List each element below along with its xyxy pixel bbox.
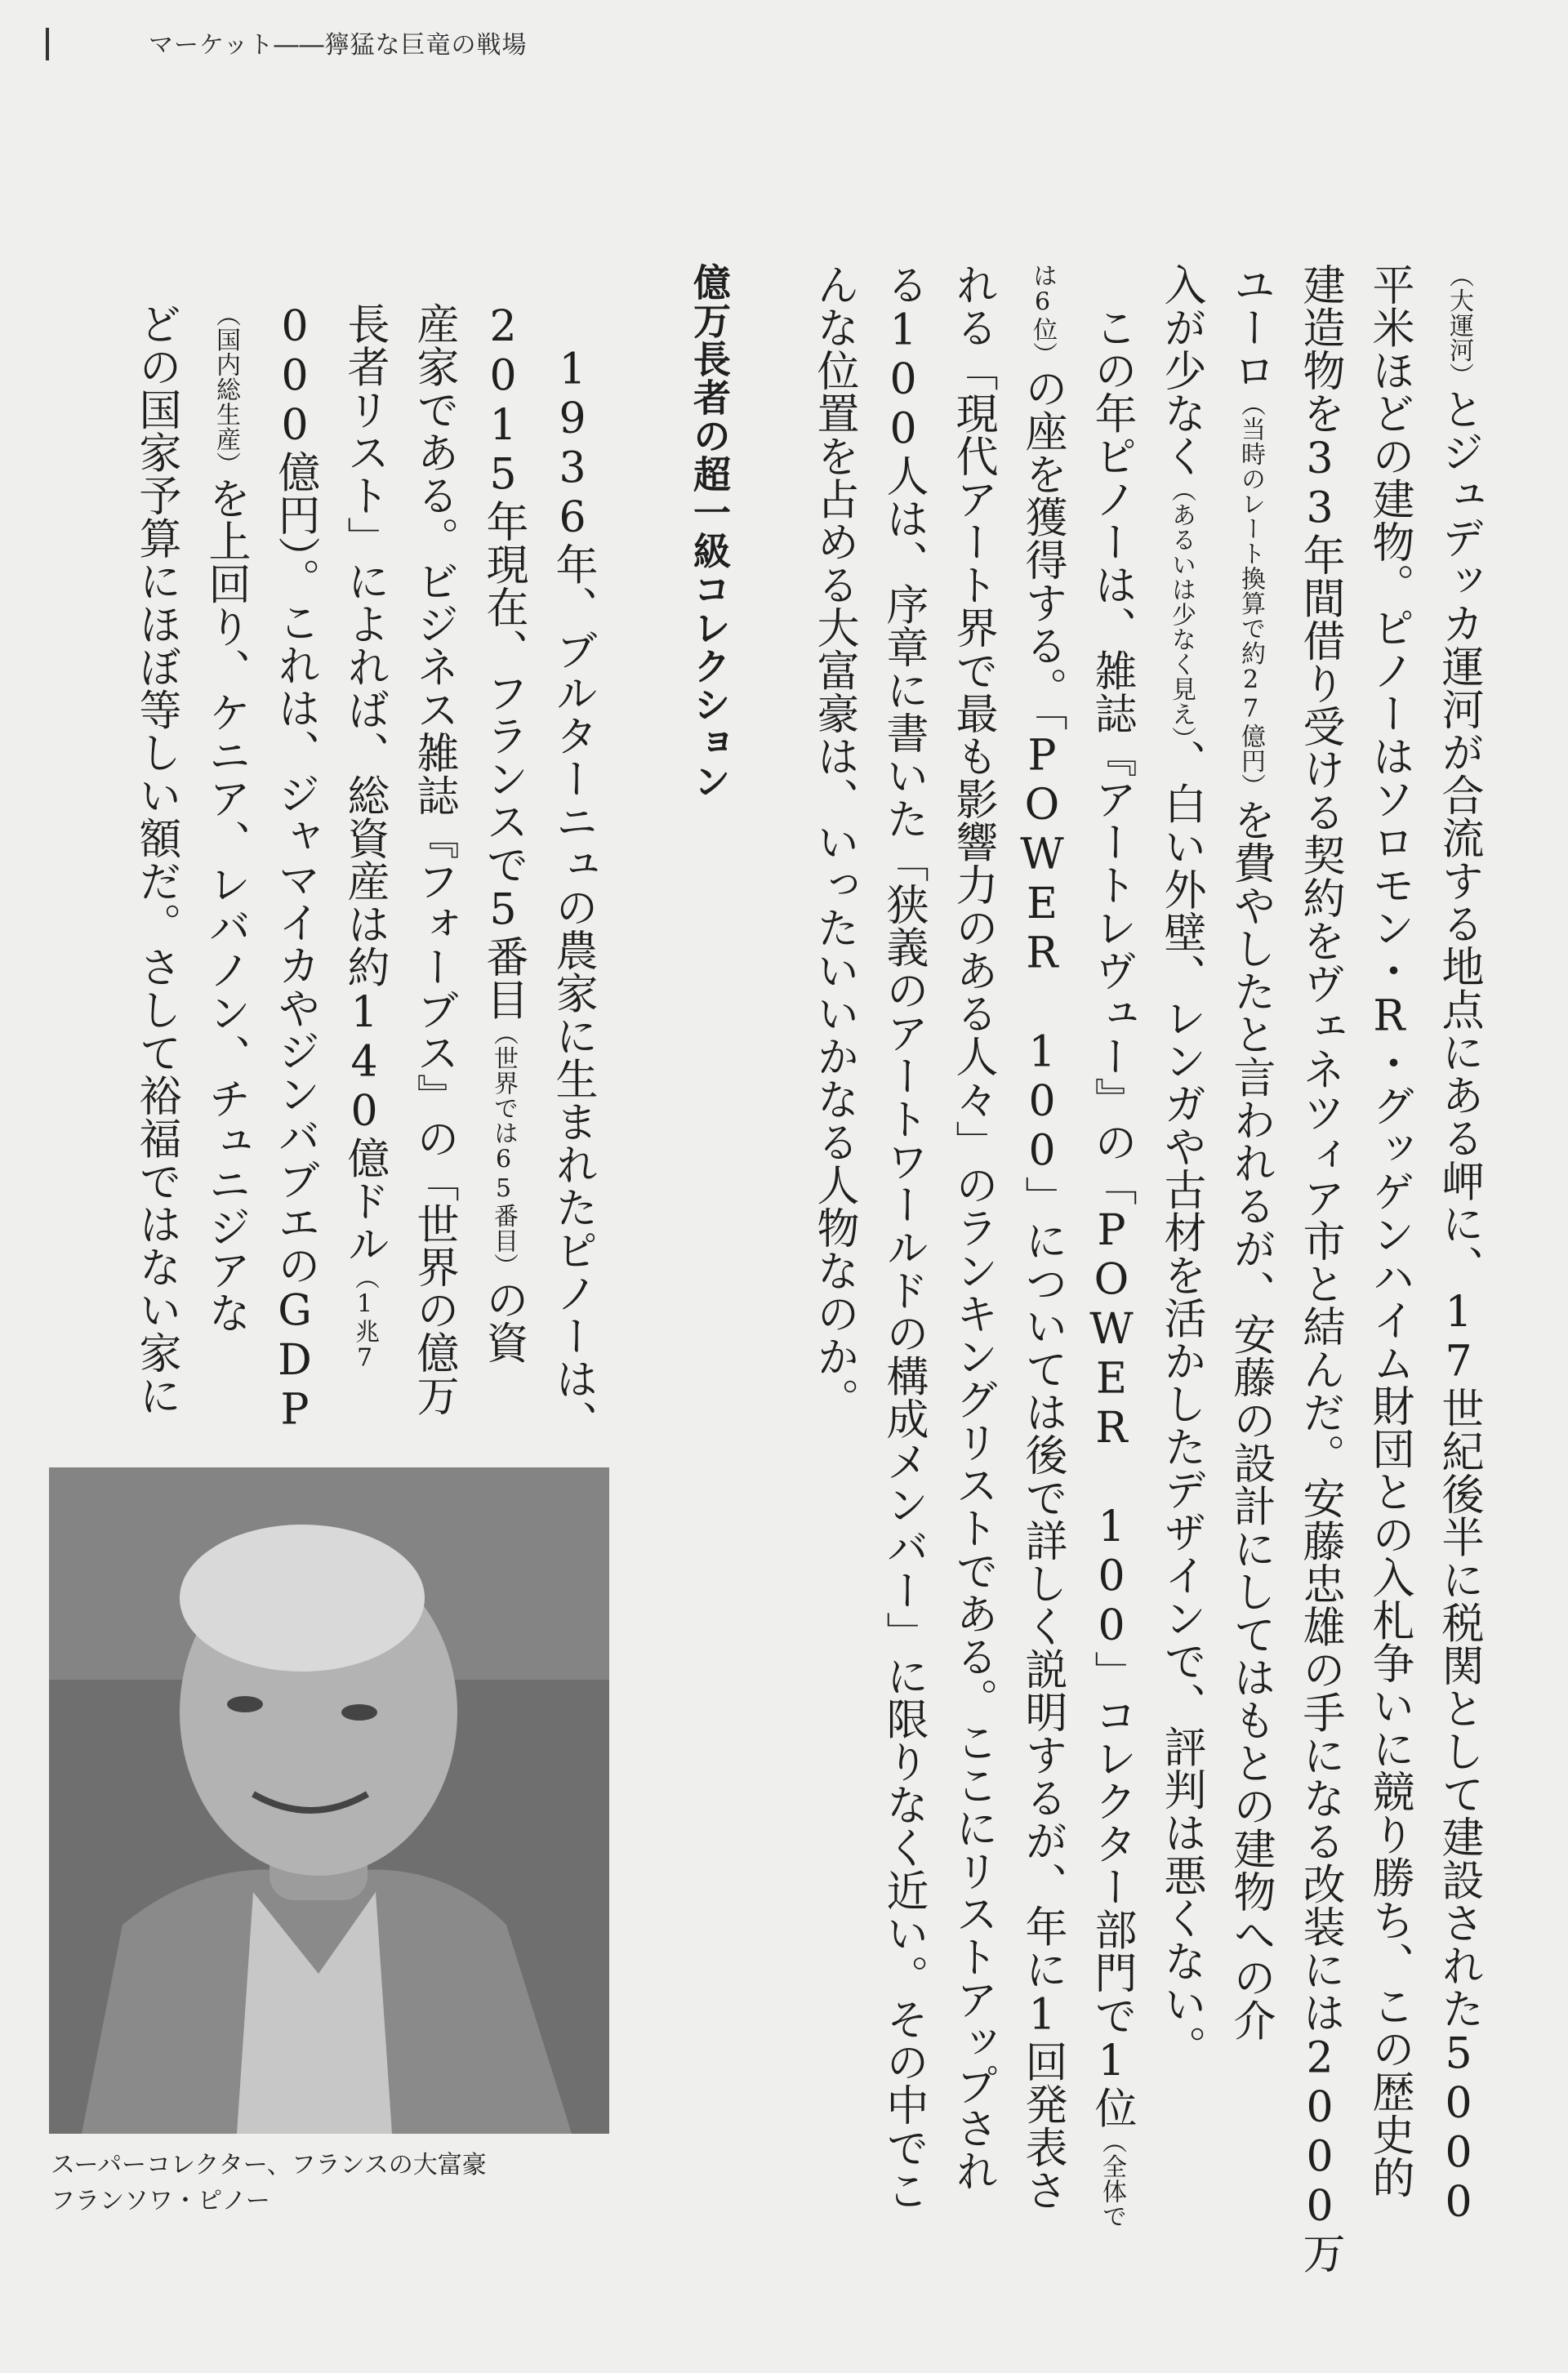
left-column-2-text: 2015年現在、フランスで5番目 <box>479 302 528 1021</box>
left-column-6-text: を上回り、ケニア、レバノン、チュニジアな <box>201 476 250 1334</box>
left-column-7-text: どの国家予算にほぼ等しい額だ。さして裕福ではない家に <box>131 302 180 1417</box>
right-column-1-pre: （大運河） <box>1445 263 1473 388</box>
right-column-5-text: 、白い外壁、レンガや古材を活かしたデザインで、評判は悪くない。 <box>1156 739 1205 2068</box>
caption-line-2: フランソワ・ピノー <box>51 2187 270 2215</box>
right-column-7-text: の座を獲得する。「POWER 100」については後で詳しく説明するが、年に1回発表さ <box>1018 367 1067 2211</box>
left-column-4-small: （1兆7 <box>350 1265 379 1373</box>
left-column-1 <box>548 302 597 1443</box>
left-column-2 <box>479 302 528 1364</box>
right-column-4-text: を費やしたと言われるが、安藤の設計にしてはもとの建物への介 <box>1226 798 1275 2041</box>
running-head <box>0 0 621 90</box>
left-column-4 <box>340 302 389 1373</box>
running-title: マーケット――獰猛な巨竜の戦場 <box>149 31 528 60</box>
right-column-8-text: れる「現代アート界で最も影響力のある人々」のランキングリストである。ここにリストアップされ <box>948 263 997 2193</box>
right-column-4-pre: ユーロ <box>1226 263 1275 392</box>
left-column-3 <box>409 302 458 1417</box>
right-column-2-text: 平米ほどの建物。ピノーはソロモン・R・グッゲンハイム財団との入札争いに競り勝ち、この歴史的 <box>1365 263 1414 2199</box>
right-column-3 <box>1295 263 1344 2274</box>
right-column-3-text: 建造物を33年間借り受ける契約をヴェネツィア市と結んだ。安藤忠雄の手になる改装には2000万 <box>1295 263 1344 2274</box>
right-column-5-small: （あるいは少なく見え） <box>1167 477 1196 739</box>
left-column-6-small: （国内総生産） <box>212 302 240 477</box>
right-column-2 <box>1365 263 1414 2199</box>
left-column-2-post: の資 <box>479 1278 528 1364</box>
right-column-9 <box>879 263 928 2212</box>
portrait-icon <box>49 1467 609 2134</box>
right-column-7 <box>1018 263 1067 2211</box>
right-column-7-small: は6位） <box>1028 263 1057 367</box>
portrait-photo <box>49 1467 609 2134</box>
left-column-2-small: （世界では65番目） <box>489 1021 518 1278</box>
right-column-5-pre: 入が少なく <box>1156 263 1205 478</box>
right-column-6-small: （全体で <box>1098 2129 1126 2228</box>
left-column-6 <box>201 302 250 1334</box>
right-column-5 <box>1156 263 1205 2068</box>
right-column-10 <box>809 263 858 1421</box>
left-column-7 <box>131 302 180 1417</box>
right-column-1-text: とジュデッカ運河が合流する地点にある岬に、17世紀後半に税関として建設された5000 <box>1434 387 1483 2228</box>
photo-caption <box>51 2148 487 2219</box>
right-column-8 <box>948 263 997 2193</box>
right-column-9-text: る100人は、序章に書いた「狭義のアートワールドの構成メンバー」に限りなく近い。その中でこ <box>879 263 928 2212</box>
caption-line-1: スーパーコレクター、フランスの大富豪 <box>51 2151 487 2179</box>
left-column-5-text: 000億円）。これは、ジャマイカやジンバブエのGDP <box>270 302 319 1435</box>
right-column-6 <box>1087 263 1136 2228</box>
right-column-6-text: この年ピノーは、雑誌『アートレヴュー』の「POWER 100」コレクター部門で1位 <box>1087 263 1136 2129</box>
left-column-5 <box>270 302 319 1435</box>
page-marker <box>46 28 49 60</box>
right-column-4 <box>1226 263 1275 2041</box>
right-column-1 <box>1434 263 1483 2228</box>
left-column-4-text: 長者リスト」によれば、総資産は約140億ドル <box>340 302 389 1265</box>
right-column-10-text: んな位置を占める大富豪は、いったいいかなる人物なのか。 <box>809 263 858 1421</box>
right-column-4-small: （当時のレート換算で約27億円） <box>1236 391 1265 799</box>
left-column-3-text: 産家である。ビジネス雑誌『フォーブス』の「世界の億万 <box>409 302 458 1417</box>
section-heading: 億万長者の超一級コレクション <box>688 263 732 800</box>
left-column-1-text: 1936年、ブルターニュの農家に生まれたピノーは、 <box>548 302 597 1443</box>
